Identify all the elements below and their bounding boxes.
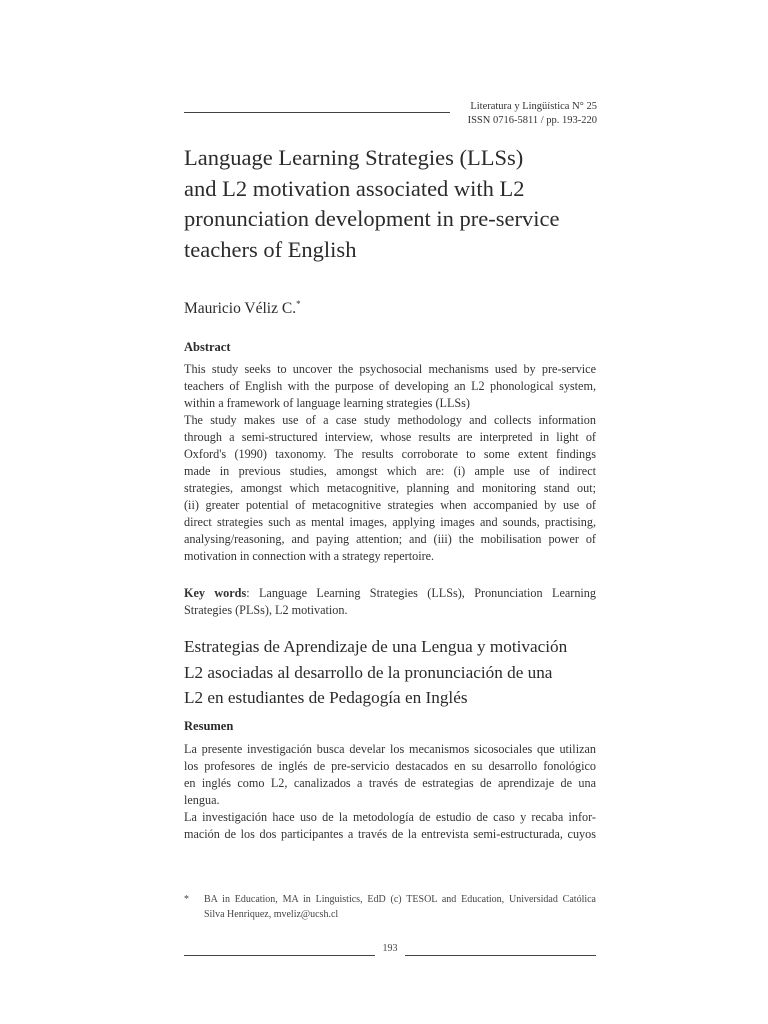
resumen-line: La investigación hace uso de la metodología de estudio de caso y recaba infor- — [184, 810, 596, 824]
article-title — [184, 143, 604, 265]
footnote-line: BA in Education, MA in Linguistics, EdD (c) TESOL and Education, Universidad Católica — [204, 894, 596, 905]
abstract-line: Oxford's (1990) taxonomy. The results corroborate to some extent findings — [184, 447, 596, 461]
author — [184, 294, 301, 319]
abstract-line: The study makes use of a case study methodology and collects information — [184, 413, 596, 427]
abstract-heading: Abstract — [184, 340, 231, 354]
resumen-line: los profesores de inglés de pre-servicio destacados en su desarrollo fonológico — [184, 759, 596, 773]
keywords — [184, 585, 596, 619]
page-number: 193 — [382, 943, 398, 954]
resumen-line: en inglés como L2, canalizados a través de estrategias de aprendizaje de una — [184, 776, 596, 790]
keywords-label: Key words — [184, 586, 247, 600]
title-line: pronunciation development in pre-service — [184, 206, 560, 231]
resumen-line: lengua. — [184, 793, 220, 807]
journal-name: Literatura y Lingüística N° 25 — [470, 101, 597, 112]
resumen-line: La presente investigación busca develar los mecanismos sicosociales que utilizan — [184, 742, 596, 756]
title-line: and L2 motivation associated with L2 — [184, 175, 525, 201]
abstract-line: analysing/reasoning, and paying attention; and (iii) the mobilisation power of — [184, 532, 596, 546]
title-line: Language Learning Strategies (LLSs) — [184, 145, 524, 170]
author-name: Mauricio Véliz C. — [184, 300, 297, 317]
author-footnote-mark: * — [296, 299, 301, 309]
abstract-line: This study seeks to uncover the psychosocial mechanisms used by pre-service — [184, 362, 596, 376]
footer-rule-right — [405, 955, 596, 956]
resumen-heading: Resumen — [184, 719, 234, 733]
spanish-title-line: L2 asociadas al desarrollo de la pronunciación de una — [184, 662, 553, 682]
footnote — [184, 893, 596, 922]
footnote-mark: * — [184, 894, 189, 905]
keywords-text: Language Learning Strategies (LLSs), Pronunciation Learning — [258, 586, 596, 600]
footer-rule-left — [184, 955, 375, 956]
abstract-line: within a framework of language learning strategies (LLSs) — [184, 396, 470, 410]
journal-info — [460, 100, 597, 128]
spanish-title-line: L2 en estudiantes de Pedagogía en Inglés — [184, 688, 468, 707]
footnote-line: Silva Henriquez, mveliz@ucsh.cl — [204, 908, 339, 920]
resumen-line: mación de los dos participantes a través de la entrevista semi-estructurada, cuyos — [184, 827, 596, 841]
abstract-body — [184, 361, 596, 565]
abstract-line: through a semi-structured interview, whose results are interpreted in light of — [184, 430, 596, 444]
resumen-body — [184, 741, 596, 843]
abstract-line: teachers of English with the purpose of developing an L2 phonological system, — [184, 379, 596, 393]
abstract-line: made in previous studies, amongst which are: (i) ample use of indirect — [184, 464, 596, 478]
spanish-title — [184, 634, 604, 711]
keywords-line: Key words: Language Learning Strategies (LLSs), Pronunciation Learning — [184, 586, 596, 600]
abstract-line: (ii) greater potential of metacognitive strategies when accompanied by use of — [184, 498, 596, 512]
keywords-line-2: Strategies (PLSs), L2 motivation. — [184, 603, 348, 617]
abstract-line: motivation in connection with a strategy repertoire. — [184, 549, 435, 563]
header-rule — [184, 112, 450, 113]
journal-issn-pages: ISSN 0716-5811 / pp. 193-220 — [467, 115, 597, 126]
spanish-title-line: Estrategias de Aprendizaje de una Lengua y motivación — [184, 637, 568, 656]
abstract-line: direct strategies such as mental images, applying images and sounds, practising, — [184, 515, 596, 529]
title-line: teachers of English — [184, 236, 357, 262]
abstract-line: strategies, amongst which metacognitive, planning and monitoring stand out; — [184, 481, 596, 495]
